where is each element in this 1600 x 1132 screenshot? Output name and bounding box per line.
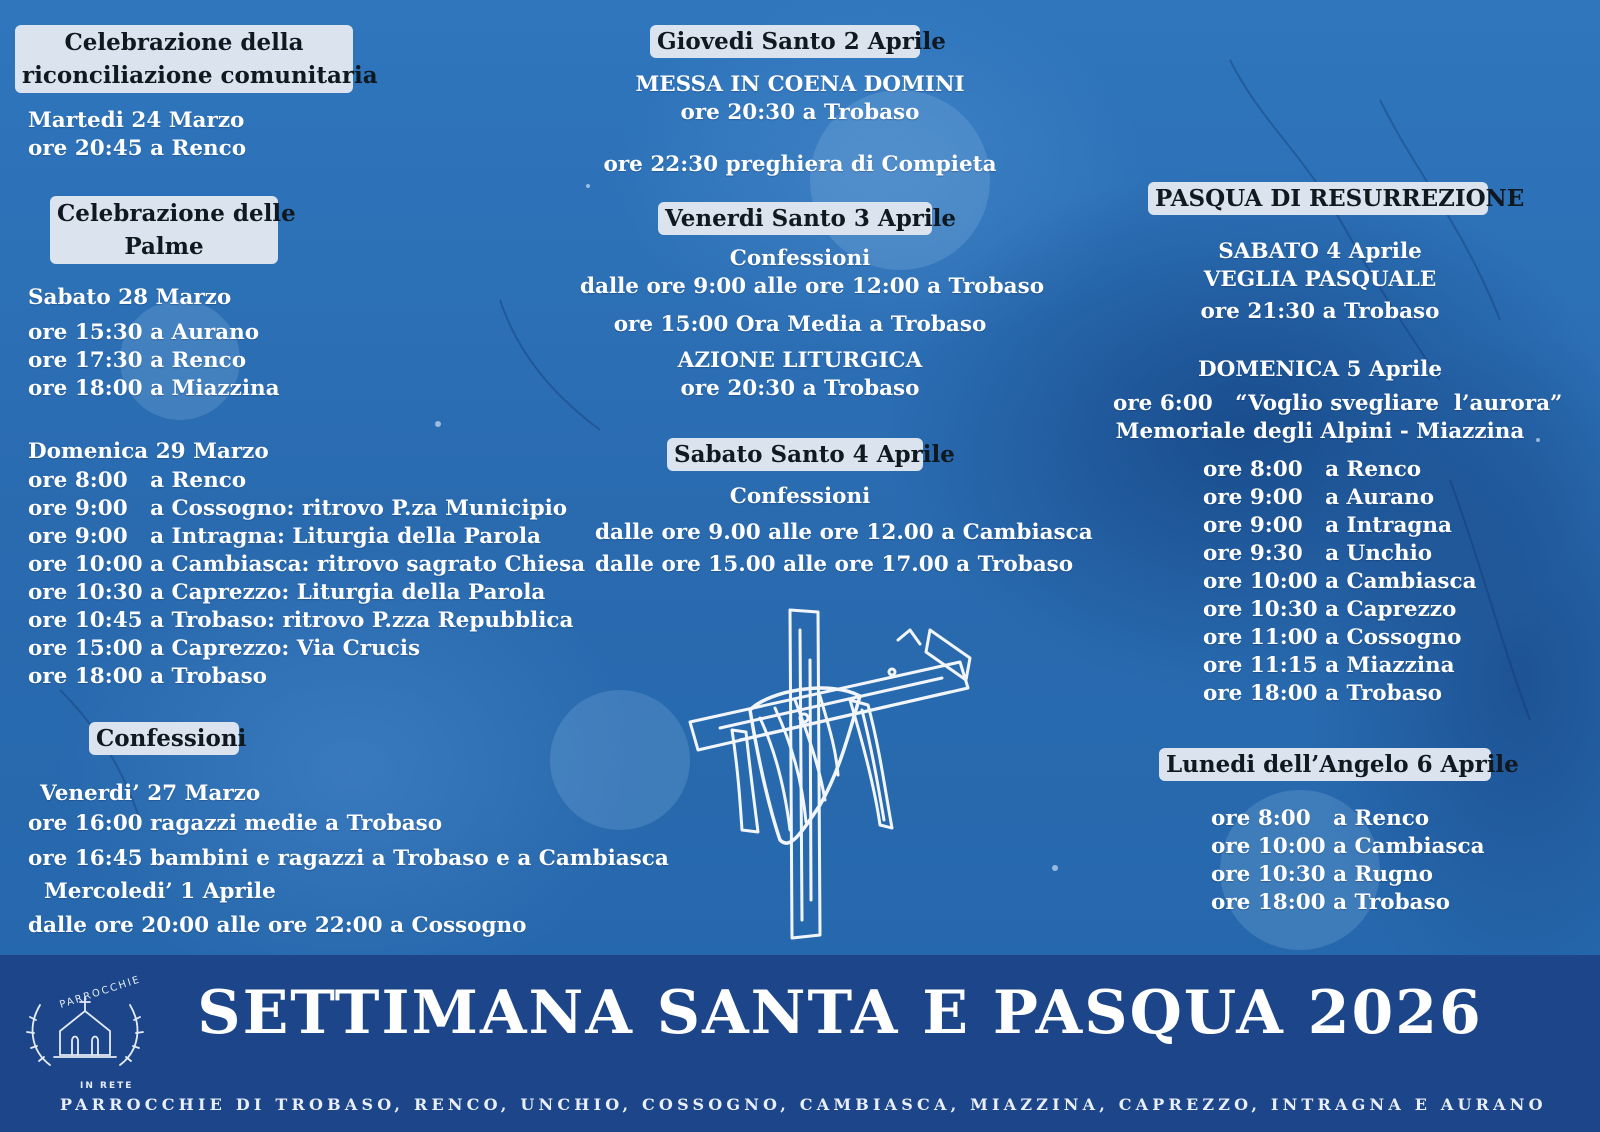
pasqua-time-9: ore 18:00 a Trobaso	[1203, 681, 1443, 706]
palme-sunday-time-8: ore 18:00 a Trobaso	[28, 664, 268, 689]
venerdi-line4: AZIONE LITURGICA	[677, 348, 923, 373]
pasqua-aurora-1: ore 6:00 “Voglio svegliare l’aurora”	[1113, 391, 1563, 416]
palme-sunday-time-4: ore 10:00 a Cambiasca: ritrovo sagrato Chiesa	[28, 552, 586, 577]
giovedi-line1: MESSA IN COENA DOMINI	[635, 72, 965, 97]
poster-title: SETTIMANA SANTA E PASQUA 2026	[197, 978, 1483, 1048]
sabato-line2: dalle ore 9.00 alle ore 12.00 a Cambiasca	[595, 520, 1093, 545]
riconciliazione-label-line2: riconciliazione comunitaria	[22, 62, 378, 89]
confessioni-mercoledi: Mercoledi’ 1 Aprile	[44, 879, 276, 904]
logo-bottom-text: IN RETE	[80, 1081, 134, 1091]
giovedi-line3: ore 22:30 preghiera di Compieta	[603, 152, 997, 177]
pasqua-veglia-2: VEGLIA PASQUALE	[1203, 267, 1437, 292]
confessioni-label: Confessioni	[89, 722, 239, 755]
palme-sunday-time-7: ore 15:00 a Caprezzo: Via Crucis	[28, 636, 421, 661]
riconciliazione-label-line1: Celebrazione della	[64, 29, 304, 56]
pasqua-aurora-2: Memoriale degli Alpini - Miazzina	[1115, 419, 1525, 444]
parrocchie-logo	[20, 965, 150, 1091]
palme-saturday: Sabato 28 Marzo	[28, 285, 232, 310]
venerdi-line1: Confessioni	[729, 246, 871, 271]
confessioni-venerdi-2: ore 16:45 bambini e ragazzi a Trobaso e a Cambiasca	[28, 846, 669, 871]
pasqua-time-1: ore 8:00 a Renco	[1203, 457, 1422, 482]
sabato-line1: Confessioni	[729, 484, 871, 509]
pasqua-domenica: DOMENICA 5 Aprile	[1197, 357, 1443, 382]
confessioni-mercoledi-1: dalle ore 20:00 alle ore 22:00 a Cossogno	[28, 913, 527, 938]
sabato-line3: dalle ore 15.00 alle ore 17.00 a Trobaso	[595, 552, 1074, 577]
pasqua-time-6: ore 10:30 a Caprezzo	[1203, 597, 1457, 622]
footer-banner	[0, 955, 1600, 1132]
palme-label-line2: Palme	[124, 233, 204, 260]
venerdi-line2: dalle ore 9:00 alle ore 12:00 a Trobaso	[580, 274, 1045, 299]
lunedi-time-3: ore 10:30 a Rugno	[1211, 862, 1434, 887]
cross-with-shroud-icon	[680, 600, 980, 940]
palme-sunday-time-5: ore 10:30 a Caprezzo: Liturgia della Parola	[28, 580, 546, 605]
parishes-subtitle: PARROCCHIE DI TROBASO, RENCO, UNCHIO, COSSOGNO, CAMBIASCA, MIAZZINA, CAPREZZO, INTRAGNA E AURANO	[60, 1095, 1547, 1114]
palme-sunday: Domenica 29 Marzo	[28, 439, 269, 464]
pasqua-time-2: ore 9:00 a Aurano	[1203, 485, 1435, 510]
palme-label	[50, 196, 296, 264]
giovedi-line2: ore 20:30 a Trobaso	[680, 100, 920, 125]
venerdi-label: Venerdi Santo 3 Aprile	[658, 202, 932, 235]
pasqua-time-3: ore 9:00 a Intragna	[1203, 513, 1452, 538]
palme-sunday-time-3: ore 9:00 a Intragna: Liturgia della Parola	[28, 524, 541, 549]
venerdi-line5: ore 20:30 a Trobaso	[680, 376, 920, 401]
pasqua-label: PASQUA DI RESURREZIONE	[1148, 182, 1488, 215]
confessioni-venerdi-1: ore 16:00 ragazzi medie a Trobaso	[28, 811, 443, 836]
confessioni-venerdi: Venerdi’ 27 Marzo	[40, 781, 261, 806]
pasqua-time-8: ore 11:15 a Miazzina	[1203, 653, 1455, 678]
palme-sunday-time-2: ore 9:00 a Cossogno: ritrovo P.za Municipio	[28, 496, 568, 521]
pasqua-time-7: ore 11:00 a Cossogno	[1203, 625, 1462, 650]
lunedi-time-4: ore 18:00 a Trobaso	[1211, 890, 1451, 915]
lunedi-time-1: ore 8:00 a Renco	[1211, 806, 1430, 831]
palme-sunday-time-1: ore 8:00 a Renco	[28, 468, 247, 493]
palme-label-line1: Celebrazione delle	[57, 200, 296, 227]
lunedi-label: Lunedi dell’Angelo 6 Aprile	[1159, 748, 1491, 781]
riconciliazione-label	[15, 25, 378, 93]
palme-saturday-time-1: ore 15:30 a Aurano	[28, 320, 260, 345]
pasqua-time-4: ore 9:30 a Unchio	[1203, 541, 1433, 566]
riconciliazione-time: ore 20:45 a Renco	[28, 136, 247, 161]
lunedi-time-2: ore 10:00 a Cambiasca	[1211, 834, 1485, 859]
venerdi-line3: ore 15:00 Ora Media a Trobaso	[613, 312, 987, 337]
palme-sunday-time-6: ore 10:45 a Trobaso: ritrovo P.zza Repubblica	[28, 608, 574, 633]
logo-top-text: PARROCCHIE	[58, 974, 143, 1011]
pasqua-veglia-1: SABATO 4 Aprile	[1218, 239, 1422, 264]
pasqua-veglia-3: ore 21:30 a Trobaso	[1200, 299, 1440, 324]
palme-saturday-time-3: ore 18:00 a Miazzina	[28, 376, 280, 401]
palme-saturday-time-2: ore 17:30 a Renco	[28, 348, 247, 373]
pasqua-time-5: ore 10:00 a Cambiasca	[1203, 569, 1477, 594]
giovedi-label: Giovedi Santo 2 Aprile	[650, 25, 920, 58]
riconciliazione-date: Martedi 24 Marzo	[28, 108, 245, 133]
sabato-label: Sabato Santo 4 Aprile	[667, 438, 923, 471]
